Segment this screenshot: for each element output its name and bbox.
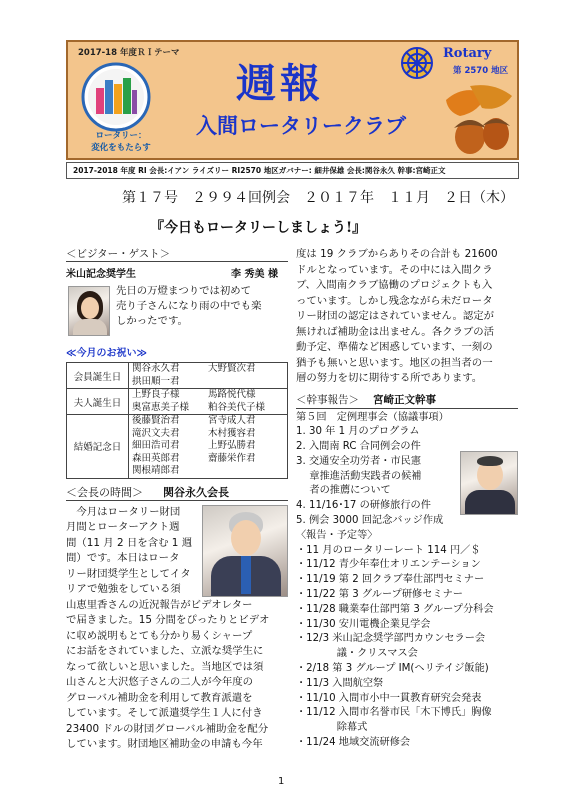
table-cell-category: 会員誕生日	[67, 363, 129, 389]
text-line: 山さんと大沢悠子さんの二人が今年度の	[66, 676, 254, 688]
officers-bar: 2017-2018 年度 RI 会長:イアン ライズリー RI2570 地区ガバナー: 細井保雄 会長:関谷永久 幹事:宮崎正文	[66, 162, 519, 179]
table-cell-names	[129, 389, 288, 415]
text-line: リー財団奨学生としてイタ	[66, 567, 191, 580]
member-name	[208, 465, 284, 478]
table-cell-names	[129, 363, 288, 389]
secretary-report	[296, 411, 518, 751]
text-line: ドルとなっています。その中には入間クラ	[296, 263, 493, 276]
text-line: グローバル補助金を利用して教育派遣を	[66, 691, 253, 704]
text-line: 山恵里香さんの近況報告がビデオレター	[66, 598, 253, 611]
member-name: 粕谷美代子様	[208, 401, 266, 413]
report-line: 除幕式	[296, 722, 368, 734]
member-name: 細田浩司君	[132, 440, 180, 451]
issue-line: 第１７号 ２９９４回例会 ２０１７年 １１月 ２日（木）	[122, 190, 514, 206]
masthead	[66, 40, 519, 160]
member-name	[208, 376, 284, 389]
theme-slogan	[88, 130, 154, 154]
report-line: ・11/28 職業奉仕部門第 3 グループ分科会	[296, 603, 494, 615]
president-heading-label: ＜会長の時間＞	[66, 485, 143, 499]
report-line: ・11/19 第 2 回クラブ奉仕部門セミナー	[296, 574, 485, 586]
visitor-heading: ＜ビジター・ゲスト＞	[66, 247, 288, 262]
president-message	[66, 505, 288, 753]
report-line: ・11/12 青少年奉仕オリエンテーション	[296, 559, 481, 571]
report-line: ・11/24 地域交流研修会	[296, 737, 411, 749]
left-column	[66, 247, 288, 753]
text-line: にお話をされていました、立派な奨学生に	[66, 645, 264, 657]
member-name: 木村獲容君	[208, 427, 256, 439]
club-name: 入間ロータリークラブ	[196, 114, 406, 138]
text-line: 層の努力を切に期待する所であります。	[296, 372, 483, 384]
text-line: リアで勉強をしている須	[66, 583, 181, 595]
member-name: 後藤賢治君	[132, 415, 180, 426]
text-line: 今月はロータリー財団	[66, 505, 181, 518]
president-message-continued	[296, 247, 518, 387]
acorn-icon	[440, 82, 518, 158]
slogan-line-1: ロータリー：	[95, 131, 147, 141]
member-name: 大野賢次君	[208, 363, 256, 374]
text-line: っています。しかし残念ながら未だロータ	[296, 294, 493, 307]
report-line: 1. 30 年 1 月のプログラム	[296, 426, 420, 438]
report-line: 議・クリスマス会	[296, 648, 418, 660]
member-name: 上野良子様	[132, 389, 180, 400]
visitor-line: しかったです。	[116, 315, 188, 327]
celebration-table	[66, 362, 288, 479]
report-line: 4. 11/16･17 の研修旅行の件	[296, 500, 431, 512]
motto: 『今日もロータリーしましょう!』	[150, 220, 367, 236]
text-line: に収め説明もとても分かり易くシャープ	[66, 629, 253, 642]
report-line: ・11/12 入間市名誉市民「木下博氏」胸像	[296, 707, 492, 719]
visitor-line: 売り子さんになり雨の中でも楽	[116, 300, 262, 312]
report-line: ・11/3 入間航空祭	[296, 677, 384, 689]
text-line: 動予定、準備など困惑しています、一刻の	[296, 341, 493, 353]
member-name: 関根靖郎君	[132, 465, 180, 476]
rotary-wordmark: Rotary	[443, 46, 492, 61]
text-line: 間（11 月 2 日を含む 1 週	[66, 536, 193, 549]
district-label: 第 2570 地区	[453, 66, 509, 76]
secretary-heading-label: ＜幹事報告＞	[296, 393, 359, 406]
report-line: ・2/18 第 3 グループ IM(ヘリテイジ飯能)	[296, 663, 489, 675]
report-line: 第５回 定例理事会（協議事項）	[296, 411, 449, 423]
member-name: 奥富恵美子様	[132, 401, 190, 413]
text-line: なって欲しいと思いました。当地区では須	[66, 660, 264, 673]
text-line: で届きました。15 分間をぴったりとビデオ	[66, 614, 270, 626]
secretary-name: 宮崎正文幹事	[373, 393, 436, 406]
report-line: ・12/3 米山記念奨学部門カウンセラー会	[296, 633, 486, 645]
member-name: 上野弘勝君	[208, 440, 256, 451]
right-column	[296, 247, 518, 751]
report-line: 2. 入間南 RC 合同例会の件	[296, 441, 421, 453]
visitor-org: 米山記念奨学生	[66, 269, 136, 280]
table-cell-category: 結婚記念日	[67, 415, 129, 479]
weekly-title: 週報	[236, 60, 324, 107]
secretary-heading	[296, 393, 518, 409]
member-name: 齋藤栄作君	[208, 452, 256, 464]
secretary-photo	[460, 451, 518, 515]
visitor-line: 先日の万燈まつりでは初めて	[116, 285, 252, 297]
table-row	[67, 415, 288, 479]
visitor-name: 李 秀美 様	[231, 269, 278, 280]
president-heading	[66, 485, 288, 501]
report-line: ・11/10 入間市小中一貫教育研究会発表	[296, 692, 482, 704]
text-line: 度は 19 クラブからありその合計も 21600	[296, 248, 498, 260]
table-cell-names	[129, 415, 288, 479]
ri-theme-logo	[80, 62, 152, 132]
report-line: 5. 例会 3000 回記念バッジ作成	[296, 515, 444, 527]
text-line: しています。そして派遣奨学生１人に付き	[66, 707, 263, 719]
report-line: 者の推薦について	[296, 485, 391, 497]
member-name: 関谷永久君	[132, 363, 180, 374]
report-line: 章推進活動実践者の候補	[296, 470, 422, 482]
president-name: 関谷永久会長	[163, 485, 229, 499]
member-name: 拱田順一君	[132, 375, 180, 387]
celebration-heading: ≪今月のお祝い≫	[66, 348, 147, 359]
member-name: 森田英郎君	[132, 452, 180, 464]
table-row	[67, 363, 288, 389]
table-row	[67, 389, 288, 415]
rotary-wheel-icon	[400, 46, 434, 80]
report-line: 〈報告・予定等〉	[296, 529, 378, 541]
president-photo	[202, 505, 288, 597]
report-line: ・11 月のロータリーレート 114 円／＄	[296, 544, 481, 556]
visitor-block	[66, 284, 288, 344]
visitor-photo	[68, 286, 110, 336]
text-line: リー財団の認定はされていません。認定が	[296, 310, 495, 322]
member-name: 馬路悦代様	[208, 389, 256, 400]
member-name: 宮寺成人君	[208, 415, 256, 426]
visitor-name-row	[66, 265, 288, 280]
visitor-comment	[116, 284, 288, 329]
page-number: 1	[278, 776, 285, 787]
text-line: 間）です。本日はロータ	[66, 552, 180, 564]
table-cell-category: 夫人誕生日	[67, 389, 129, 415]
text-line: 猶予も無いと思います。地区の担当者の一	[296, 356, 493, 369]
text-line: 月間とローターアクト週	[66, 521, 180, 533]
report-line: ・11/30 安川電機企業見学会	[296, 618, 431, 630]
text-line: 無ければ補助金は出ません。各クラブの活	[296, 325, 495, 338]
theme-label: 2017-18 年度ＲＩテーマ	[78, 48, 180, 58]
text-line: ブ、入間南クラブ協働のプロジェクトも入	[296, 279, 493, 291]
report-line: 3. 交通安全功労者・市民憲	[296, 455, 422, 467]
slogan-line-2: 変化をもたらす	[91, 143, 151, 153]
text-line: 23400 ドルの財団グローバル補助金を配分	[66, 722, 269, 735]
member-name: 滝沢文夫君	[132, 427, 180, 439]
report-line: ・11/22 第 3 グループ研修セミナー	[296, 589, 463, 601]
text-line: しています。財団地区補助金の申請も今年	[66, 738, 263, 750]
